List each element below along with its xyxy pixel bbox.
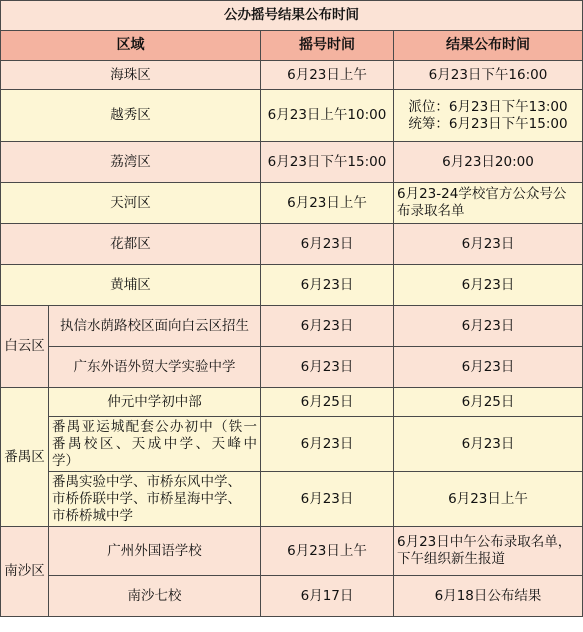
school-line: 番禺实验中学、市桥东风中学、 [52, 473, 241, 490]
result-line: 派位：6月23日下午13:00 [408, 98, 568, 115]
school-cell [49, 417, 261, 472]
result-time-cell: 6月23日 [394, 265, 583, 306]
lottery-time-cell: 6月23日 [261, 224, 394, 265]
district-cell: 越秀区 [1, 90, 261, 142]
district-cell: 花都区 [1, 224, 261, 265]
school-line: 番禺亚运城配套公办初中（铁一 [52, 418, 257, 435]
result-time-cell: 6月23日 [394, 306, 583, 347]
district-cell: 海珠区 [1, 61, 261, 90]
table-row [1, 527, 583, 576]
school-cell: 广州外国语学校 [49, 527, 261, 576]
result-line: 统筹：6月23日下午15:00 [408, 115, 568, 132]
header-result-time: 结果公布时间 [394, 31, 583, 61]
table-row [1, 472, 583, 527]
result-time-cell: 6月23日 [394, 347, 583, 388]
lottery-time-cell: 6月23日下午15:00 [261, 142, 394, 183]
lottery-time-cell: 6月17日 [261, 576, 394, 617]
table-title: 公办摇号结果公布时间 [1, 1, 583, 31]
table-row [1, 576, 583, 617]
result-time-cell [394, 527, 583, 576]
result-time-cell: 6月25日 [394, 388, 583, 417]
district-cell: 白云区 [1, 306, 49, 388]
school-cell: 仲元中学初中部 [49, 388, 261, 417]
lottery-time-cell: 6月23日 [261, 265, 394, 306]
lottery-time-cell: 6月25日 [261, 388, 394, 417]
result-line: 下午组织新生报道 [397, 551, 505, 567]
result-line: 6月23日中午公布录取名单， [397, 534, 572, 550]
lottery-time-cell: 6月23日 [261, 347, 394, 388]
school-line: 学） [52, 452, 79, 469]
school-cell: 南沙七校 [49, 576, 261, 617]
result-time-cell [394, 183, 583, 224]
table-row [1, 388, 583, 417]
school-cell [49, 472, 261, 527]
table-row [1, 224, 583, 265]
result-time-cell: 6月23日20:00 [394, 142, 583, 183]
lottery-time-cell: 6月23日 [261, 417, 394, 472]
result-line: 布录取名单 [397, 203, 465, 219]
result-line: 6月23-24学校官方公众号公 [397, 186, 567, 202]
district-cell: 番禺区 [1, 388, 49, 527]
lottery-time-cell: 6月23日上午10:00 [261, 90, 394, 142]
result-time-cell: 6月23日 [394, 417, 583, 472]
table-row [1, 183, 583, 224]
district-cell: 天河区 [1, 183, 261, 224]
school-line: 市桥桥城中学 [52, 507, 133, 524]
school-line: 番禺校区、天成中学、天峰中 [52, 435, 257, 452]
table-row [1, 417, 583, 472]
district-cell: 南沙区 [1, 527, 49, 617]
lottery-time-cell: 6月23日上午 [261, 183, 394, 224]
lottery-time-cell: 6月23日 [261, 472, 394, 527]
lottery-time-cell: 6月23日上午 [261, 527, 394, 576]
school-cell: 执信水荫路校区面向白云区招生 [49, 306, 261, 347]
result-time-cell: 6月18日公布结果 [394, 576, 583, 617]
table-row [1, 306, 583, 347]
table-row [1, 90, 583, 142]
district-cell: 荔湾区 [1, 142, 261, 183]
table-row [1, 61, 583, 90]
table-row [1, 142, 583, 183]
result-time-cell: 6月23日下午16:00 [394, 61, 583, 90]
district-cell: 黄埔区 [1, 265, 261, 306]
lottery-time-cell: 6月23日 [261, 306, 394, 347]
school-line: 市桥侨联中学、市桥星海中学、 [52, 490, 241, 507]
header-lottery-time: 摇号时间 [261, 31, 394, 61]
school-cell: 广东外语外贸大学实验中学 [49, 347, 261, 388]
table-row [1, 265, 583, 306]
result-time-cell: 6月23日 [394, 224, 583, 265]
table-row [1, 347, 583, 388]
result-time-cell: 6月23日上午 [394, 472, 583, 527]
header-district: 区域 [1, 31, 261, 61]
lottery-time-cell: 6月23日上午 [261, 61, 394, 90]
result-time-cell [394, 90, 583, 142]
